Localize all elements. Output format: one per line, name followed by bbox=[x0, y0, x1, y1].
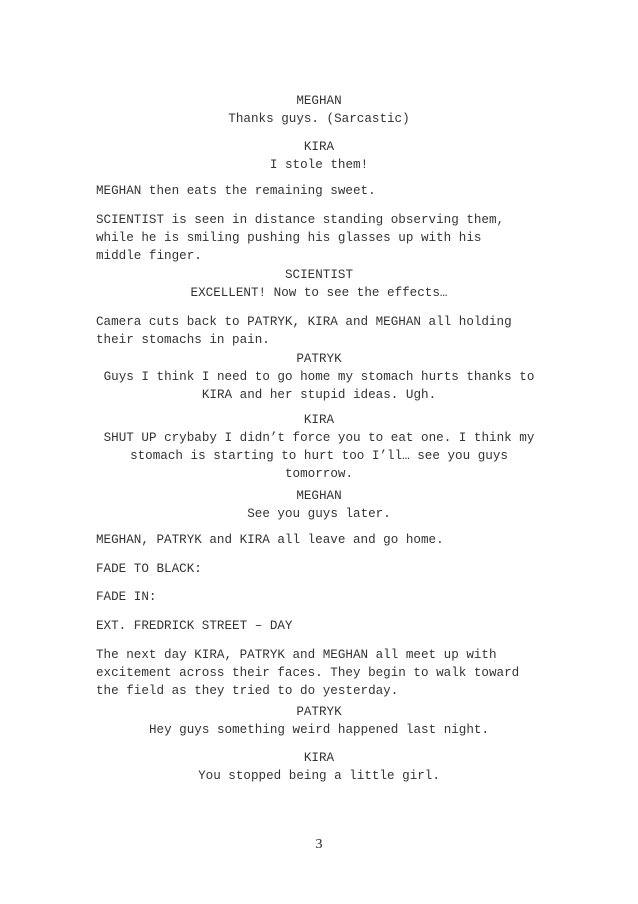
action-line: Camera cuts back to PATRYK, KIRA and MEGHAN all holding their stomachs in pain. bbox=[96, 315, 512, 347]
transition: FADE IN: bbox=[96, 590, 157, 604]
action-line: MEGHAN, PATRYK and KIRA all leave and go home. bbox=[96, 533, 444, 547]
character-cue: KIRA bbox=[303, 140, 335, 154]
dialogue: You stopped being a little girl. bbox=[198, 769, 440, 783]
action-line: MEGHAN then eats the remaining sweet. bbox=[96, 184, 376, 198]
character-cue: PATRYK bbox=[296, 352, 342, 366]
dialogue: I stole them! bbox=[269, 158, 369, 172]
page-number: 3 bbox=[315, 837, 323, 852]
dialogue: Thanks guys. (Sarcastic) bbox=[228, 112, 410, 126]
character-cue: KIRA bbox=[303, 751, 335, 765]
character-cue: SCIENTIST bbox=[284, 268, 354, 282]
dialogue: See you guys later. bbox=[247, 507, 391, 521]
character-cue: PATRYK bbox=[296, 705, 342, 719]
dialogue: Guys I think I need to go home my stomach hurts thanks to KIRA and her stupid ideas. Ugh. bbox=[103, 370, 535, 402]
character-cue: MEGHAN bbox=[296, 489, 342, 503]
character-cue: KIRA bbox=[303, 413, 335, 427]
dialogue: Hey guys something weird happened last night. bbox=[148, 723, 490, 737]
dialogue: EXCELLENT! Now to see the effects… bbox=[190, 286, 448, 300]
scene-heading: EXT. FREDRICK STREET – DAY bbox=[96, 619, 293, 633]
action-line: The next day KIRA, PATRYK and MEGHAN all meet up with excitement across their faces. They begin to walk toward the field as they tried to do yesterday. bbox=[96, 648, 520, 698]
transition: FADE TO BLACK: bbox=[96, 562, 202, 576]
dialogue: SHUT UP crybaby I didn’t force you to eat one. I think my stomach is starting to hurt too I’ll… see you guys tomorrow. bbox=[103, 431, 535, 481]
action-line: SCIENTIST is seen in distance standing observing them, while he is smiling pushing his glasses up with his middle finger. bbox=[96, 213, 505, 263]
character-cue: MEGHAN bbox=[296, 94, 342, 108]
